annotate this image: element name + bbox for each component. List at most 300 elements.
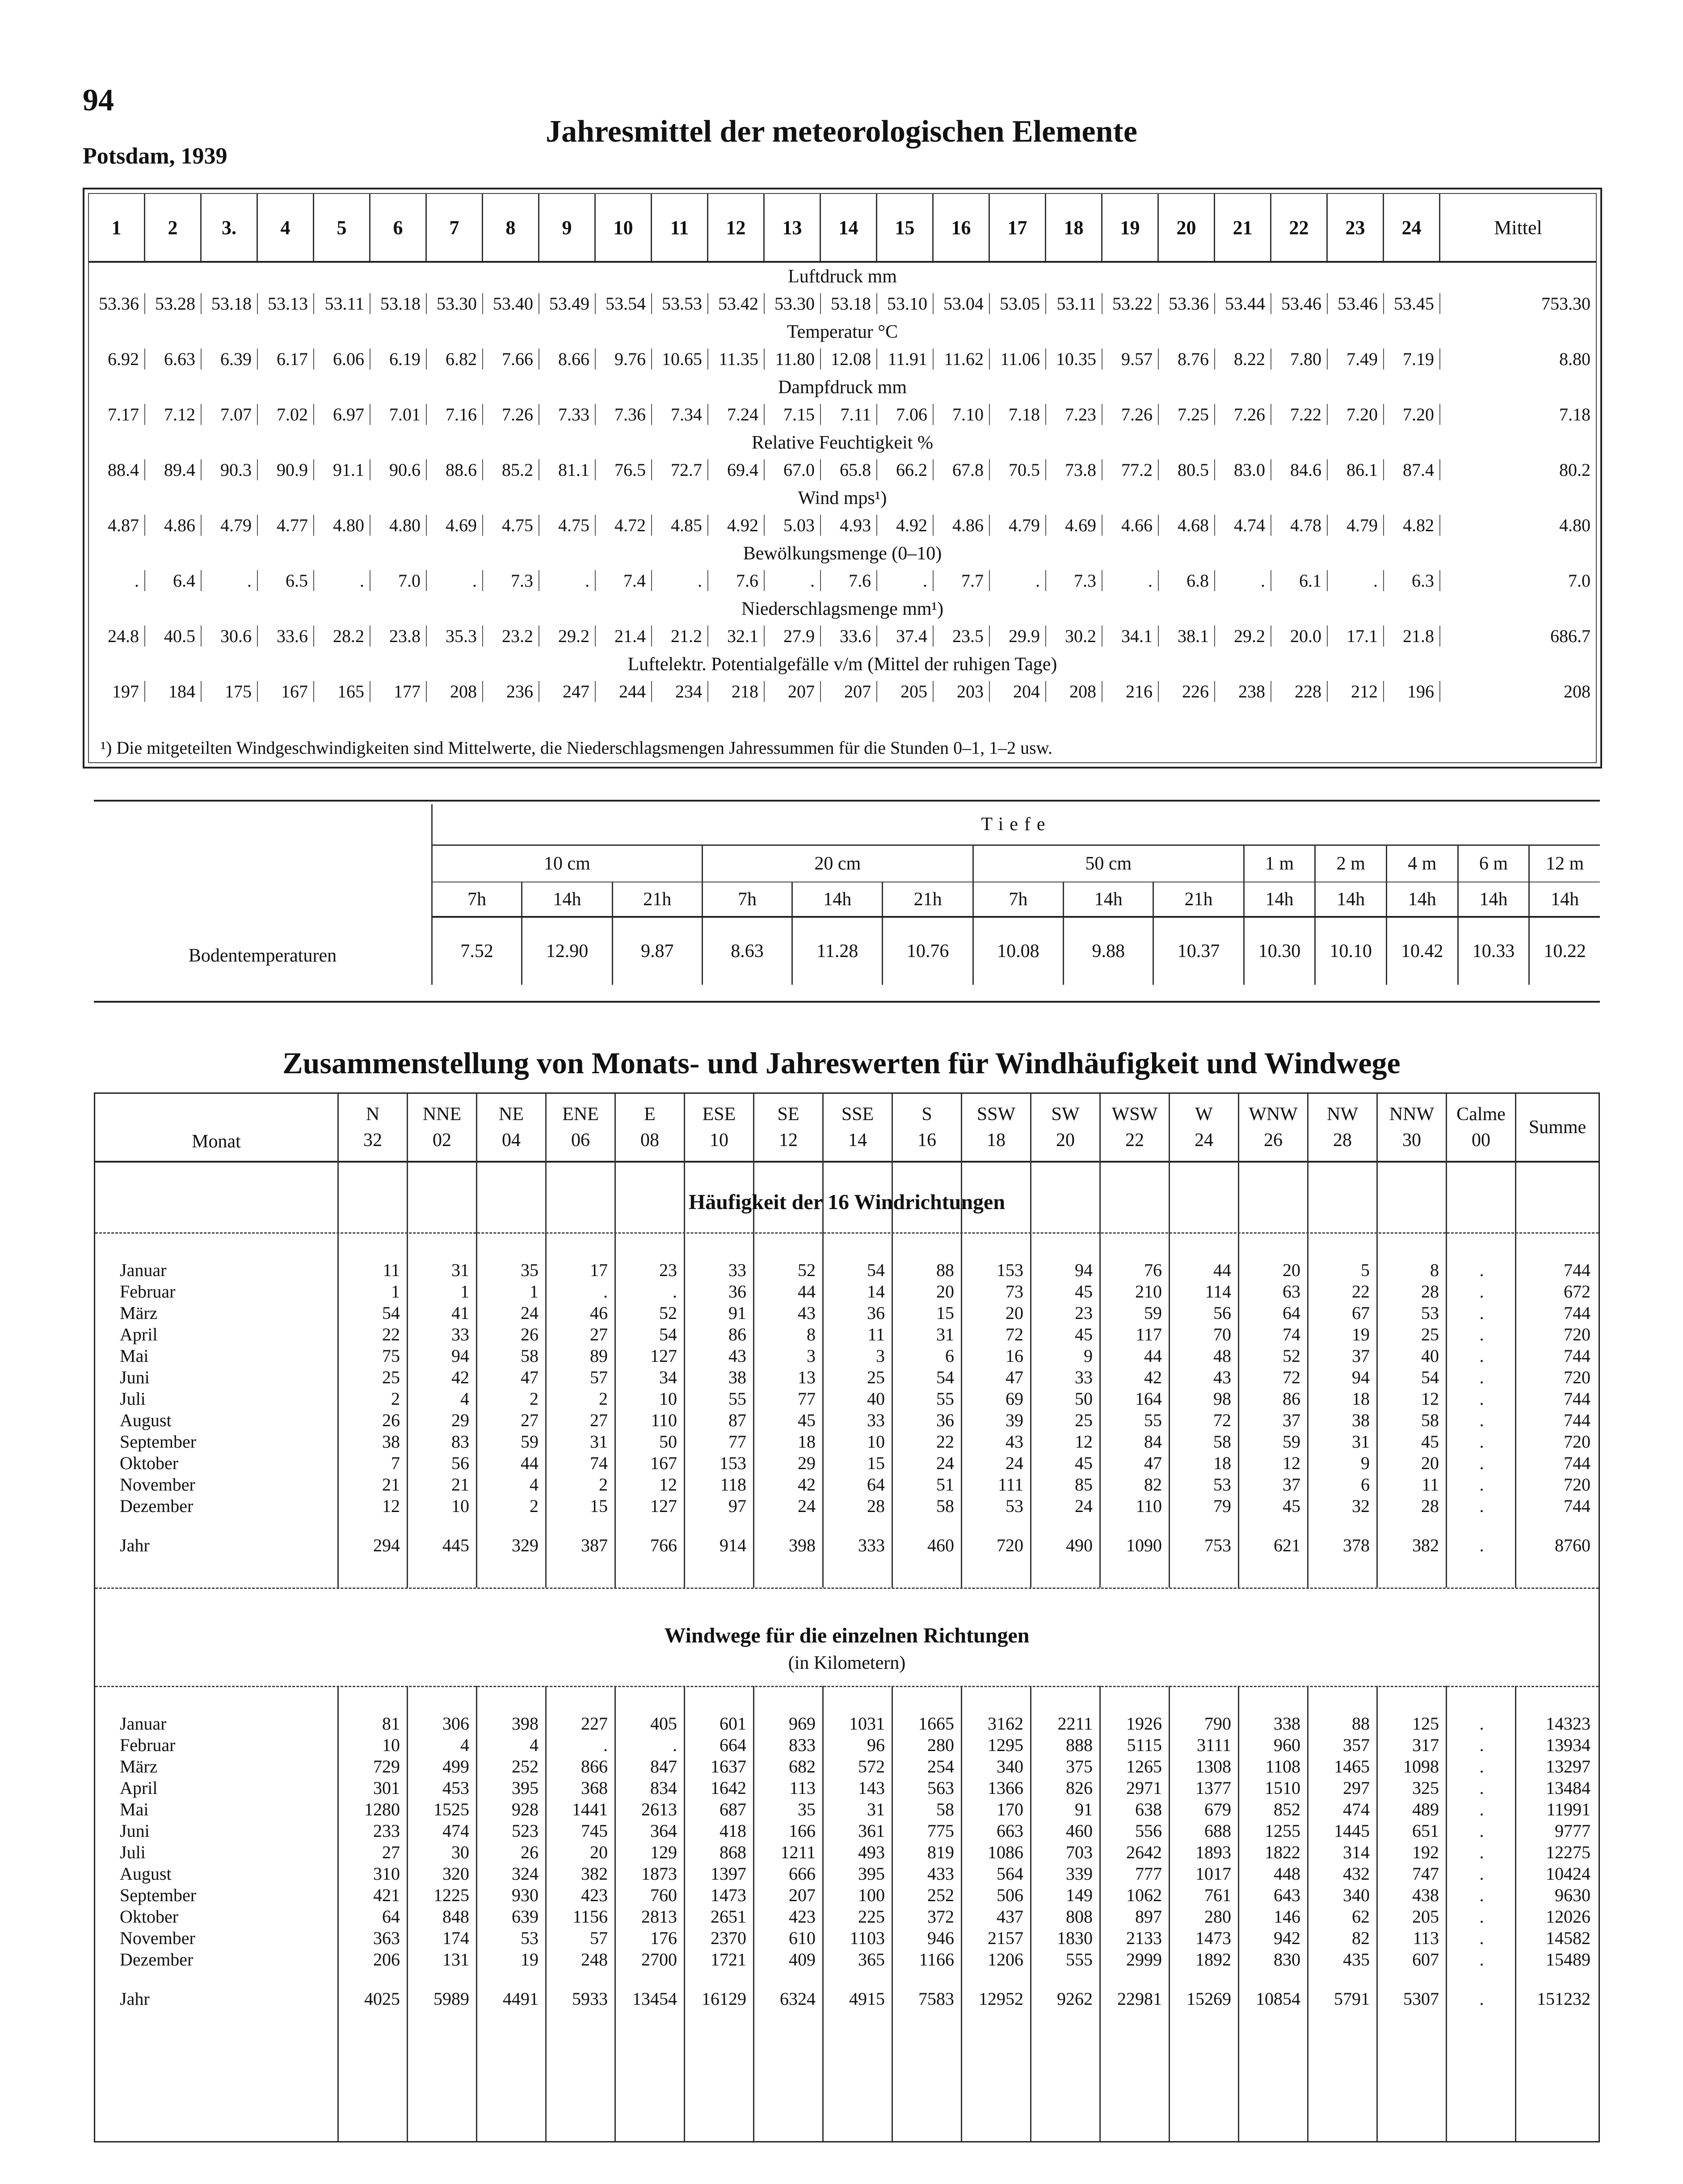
hour-value: . (202, 570, 258, 591)
depth-label: 20 cm (702, 845, 973, 882)
cell-value: 15269 (1187, 1988, 1231, 2009)
hour-value: 4.77 (258, 515, 314, 536)
cell-value: 77 (728, 1431, 746, 1452)
cell-value: 1206 (988, 1949, 1023, 1970)
cell-value: 69 (1006, 1388, 1023, 1409)
soil-value: 11.28 (792, 917, 883, 985)
cell-value: 329 (512, 1535, 539, 1555)
hour-value: 7.66 (483, 349, 539, 370)
wind-header-row (95, 1094, 1599, 1163)
hour-value: 80.5 (1159, 459, 1215, 480)
row-sum: 8760 (1555, 1535, 1590, 1555)
cell-value: 50 (659, 1431, 677, 1452)
element-values (89, 622, 1596, 650)
hour-value: 7.07 (202, 404, 258, 425)
cell-value: 252 (512, 1756, 539, 1777)
section-rule (95, 1686, 1599, 1687)
cell-value: . (1479, 1453, 1484, 1473)
cell-value: 252 (927, 1885, 954, 1905)
cell-value: 1893 (1195, 1842, 1231, 1862)
depth-label: 2 m (1315, 845, 1387, 882)
cell-value: 6 (1361, 1474, 1370, 1495)
cell-value: 31 (451, 1260, 469, 1280)
soil-row-label: Bodentemperaturen (188, 945, 337, 966)
direction-header (824, 1094, 893, 1161)
cell-value: 421 (373, 1885, 400, 1905)
hour-value: 4.86 (145, 515, 202, 536)
hour-value: 24.8 (89, 626, 145, 647)
cell-value: 59 (521, 1431, 539, 1452)
hour-value: 4.80 (314, 515, 370, 536)
cell-value: 10 (659, 1388, 677, 1409)
cell-value: 4491 (503, 1988, 539, 2009)
row-sum: 744 (1564, 1302, 1590, 1323)
cell-value: 96 (867, 1735, 885, 1755)
month-label: Juni (120, 1367, 150, 1387)
cell-value: 29 (798, 1453, 816, 1473)
hour-value: 7.25 (1159, 404, 1215, 425)
cell-value: 91 (728, 1302, 746, 1323)
cell-value: 687 (719, 1799, 746, 1819)
cell-value: 294 (373, 1535, 400, 1555)
cell-value: 489 (1412, 1799, 1439, 1819)
cell-value: 2651 (711, 1906, 746, 1927)
cell-value: 45 (1075, 1324, 1093, 1344)
hour-value: 29.9 (990, 626, 1046, 647)
row-sum: 720 (1564, 1474, 1590, 1495)
section-rule (95, 1232, 1599, 1234)
cell-value: 85 (1075, 1474, 1093, 1495)
table-row (95, 1302, 1599, 1323)
cell-value: 59 (1144, 1302, 1162, 1323)
hour-value: 203 (934, 681, 990, 702)
cell-value: 523 (512, 1820, 539, 1841)
cell-value: 59 (1283, 1431, 1300, 1452)
cell-value: 563 (927, 1777, 954, 1798)
direction-code: 04 (502, 1130, 521, 1151)
hour-value: 53.45 (1384, 293, 1440, 314)
page-number: 94 (83, 83, 114, 118)
hour-value: 91.1 (314, 459, 370, 480)
cell-value: 301 (373, 1777, 400, 1798)
direction-code: 10 (710, 1130, 728, 1151)
hour-value: 72.7 (652, 459, 708, 480)
month-label: März (120, 1756, 158, 1777)
cell-value: 280 (927, 1735, 954, 1755)
hour-value: 53.28 (145, 293, 202, 314)
hour-value: 11.62 (934, 349, 990, 370)
hour-header: 17 (990, 194, 1046, 261)
direction-header (339, 1094, 408, 1161)
cell-value: 127 (650, 1495, 677, 1516)
hour-value: . (765, 570, 821, 591)
direction-code: 24 (1195, 1130, 1213, 1151)
hour-value: 216 (1102, 681, 1159, 702)
cell-value: 729 (373, 1756, 400, 1777)
cell-value: 33 (867, 1410, 885, 1430)
hour-header-row (89, 194, 1596, 263)
cell-value: 387 (581, 1535, 608, 1555)
hour-header: 24 (1384, 194, 1440, 261)
cell-value: 31 (1352, 1431, 1370, 1452)
cell-value: 357 (1343, 1735, 1370, 1755)
cell-value: 58 (521, 1345, 539, 1366)
hour-value: 69.4 (708, 459, 765, 480)
cell-value: 32 (1352, 1495, 1370, 1516)
hour-value: 53.36 (89, 293, 145, 314)
month-label: Mai (120, 1345, 149, 1366)
month-label: Juli (120, 1842, 146, 1862)
cell-value: 56 (451, 1453, 469, 1473)
cell-value: 20 (1006, 1302, 1023, 1323)
cell-value: 52 (659, 1302, 677, 1323)
cell-value: 2642 (1126, 1842, 1162, 1862)
cell-value: 10 (451, 1495, 469, 1516)
cell-value: 7 (391, 1453, 400, 1473)
cell-value: 4 (530, 1735, 539, 1755)
element-title: Luftdruck mm (788, 266, 897, 287)
obs-time: 14h (522, 882, 612, 917)
element-block (89, 485, 1596, 539)
hour-value: 7.24 (708, 404, 765, 425)
hour-value: 53.53 (652, 293, 708, 314)
cell-value: 2 (599, 1388, 608, 1409)
cell-value: 2370 (711, 1928, 746, 1948)
cell-value: 38 (1352, 1410, 1370, 1430)
cell-value: 57 (590, 1367, 608, 1387)
cell-value: 23 (1075, 1302, 1093, 1323)
hour-value: 4.69 (427, 515, 483, 536)
hour-value: 4.78 (1271, 515, 1328, 536)
hour-value: 21.4 (596, 626, 652, 647)
row-sum: 744 (1564, 1345, 1590, 1366)
table-row (95, 1734, 1599, 1756)
row-sum: 720 (1564, 1367, 1590, 1387)
hour-value: 7.15 (765, 404, 821, 425)
cell-value: 395 (858, 1863, 885, 1884)
cell-value: 3 (807, 1345, 816, 1366)
cell-value: 87 (728, 1410, 746, 1430)
cell-value: 27 (590, 1410, 608, 1430)
direction-name: E (644, 1104, 656, 1125)
direction-name: NW (1327, 1104, 1358, 1125)
cell-value: 432 (1343, 1863, 1370, 1884)
hour-value: 9.76 (596, 349, 652, 370)
hour-value: 7.49 (1328, 349, 1384, 370)
row-sum: 14323 (1546, 1713, 1590, 1734)
cell-value: 36 (867, 1302, 885, 1323)
sum-header: Summe (1528, 1117, 1586, 1138)
mean-value: 686.7 (1550, 626, 1590, 646)
cell-value: 153 (997, 1260, 1023, 1280)
cell-value: 639 (512, 1906, 539, 1927)
cell-value: 33 (451, 1324, 469, 1344)
mean-value: 753.30 (1541, 293, 1590, 314)
cell-value: 1830 (1057, 1928, 1093, 1948)
hour-value: 7.02 (258, 404, 314, 425)
station-year: Potsdam, 1939 (83, 143, 227, 169)
cell-value: 22 (936, 1431, 954, 1452)
table-row (95, 1259, 1599, 1281)
cell-value: 607 (1412, 1949, 1439, 1970)
hour-value: 6.97 (314, 404, 370, 425)
cell-value: 174 (442, 1928, 469, 1948)
hour-value: 7.26 (1102, 404, 1159, 425)
direction-header (408, 1094, 477, 1161)
cell-value: 395 (512, 1777, 539, 1798)
cell-value: 52 (798, 1260, 816, 1280)
cell-value: 110 (1136, 1495, 1162, 1516)
cell-value: 12 (382, 1495, 400, 1516)
cell-value: 1265 (1126, 1756, 1162, 1777)
table-row (95, 1431, 1599, 1452)
hour-header: 1 (89, 194, 145, 261)
hour-value: 53.44 (1215, 293, 1271, 314)
cell-value: 340 (997, 1756, 1023, 1777)
element-title: Wind mps¹) (798, 488, 887, 508)
cell-value: 45 (1283, 1495, 1300, 1516)
cell-value: 651 (1412, 1820, 1439, 1841)
cell-value: 310 (373, 1863, 400, 1884)
cell-value: 110 (651, 1410, 677, 1430)
element-values (89, 511, 1596, 539)
cell-value: 3111 (1196, 1735, 1231, 1755)
cell-value: 2999 (1126, 1949, 1162, 1970)
cell-value: 25 (867, 1367, 885, 1387)
direction-name: WSW (1111, 1104, 1158, 1125)
month-label: Februar (120, 1735, 176, 1755)
direction-header (1378, 1094, 1447, 1161)
cell-value: 28 (1421, 1495, 1439, 1516)
cell-value: 88 (936, 1260, 954, 1280)
cell-value: 1721 (711, 1949, 746, 1970)
table-row (95, 1323, 1599, 1345)
row-sum: 9630 (1555, 1885, 1590, 1905)
cell-value: . (1479, 1367, 1484, 1387)
cell-value: 205 (1412, 1906, 1439, 1927)
soil-value: 10.22 (1529, 917, 1600, 985)
cell-value: 76 (1144, 1260, 1162, 1280)
direction-code: 00 (1472, 1130, 1490, 1151)
obs-time: 14h (792, 882, 883, 917)
cell-value: 364 (650, 1820, 677, 1841)
hour-value: 11.06 (990, 349, 1046, 370)
table-row (95, 1713, 1599, 1734)
cell-value: 25 (1075, 1410, 1093, 1430)
hour-value: 84.6 (1271, 459, 1328, 480)
cell-value: 1465 (1334, 1756, 1370, 1777)
cell-value: 382 (1412, 1535, 1439, 1555)
cell-value: 6324 (780, 1988, 816, 2009)
month-label: April (120, 1324, 158, 1344)
cell-value: 54 (867, 1260, 885, 1280)
element-values (89, 677, 1596, 705)
hour-value: 32.1 (708, 626, 765, 647)
cell-value: 10 (382, 1735, 400, 1755)
hour-value: 4.69 (1046, 515, 1102, 536)
hour-value: 11.80 (765, 349, 821, 370)
depth-header: Tiefe (432, 804, 1600, 845)
cell-value: 166 (789, 1820, 816, 1841)
hour-value: 207 (765, 681, 821, 702)
cell-value: 10 (867, 1431, 885, 1452)
month-label: August (120, 1410, 172, 1430)
row-sum: 13297 (1546, 1756, 1590, 1777)
month-label: Juli (120, 1388, 146, 1409)
cell-value: 1295 (988, 1735, 1023, 1755)
hour-value: 208 (1046, 681, 1102, 702)
cell-value: 2211 (1057, 1713, 1093, 1734)
hour-value: 83.0 (1215, 459, 1271, 480)
cell-value: . (1479, 1388, 1484, 1409)
cell-value: 48 (1213, 1345, 1231, 1366)
cell-value: 372 (927, 1906, 954, 1927)
cell-value: 44 (1213, 1260, 1231, 1280)
cell-value: 21 (451, 1474, 469, 1495)
hour-value: 197 (89, 681, 145, 702)
hour-value: 6.06 (314, 349, 370, 370)
obs-time: 14h (1386, 882, 1458, 917)
hour-value: 86.1 (1328, 459, 1384, 480)
cell-value: 8 (807, 1324, 816, 1344)
cell-value: 1255 (1265, 1820, 1300, 1841)
direction-name: Calme (1456, 1104, 1506, 1125)
cell-value: 2613 (641, 1799, 677, 1819)
cell-value: 45 (1421, 1431, 1439, 1452)
hour-value: 7.22 (1271, 404, 1328, 425)
cell-value: 52 (1283, 1345, 1300, 1366)
cell-value: 17 (590, 1260, 608, 1280)
cell-value: 5791 (1334, 1988, 1370, 2009)
cell-value: 868 (719, 1842, 746, 1862)
hour-value: . (1215, 570, 1271, 591)
cell-value: 45 (798, 1410, 816, 1430)
cell-value: 41 (451, 1302, 469, 1323)
element-values (89, 345, 1596, 373)
cell-value: 67 (1352, 1302, 1370, 1323)
cell-value: 125 (1412, 1713, 1439, 1734)
element-block (89, 430, 1596, 483)
cell-value: 942 (1274, 1928, 1300, 1948)
obs-time: 14h (1315, 882, 1387, 917)
cell-value: 745 (581, 1820, 608, 1841)
cell-value: 666 (789, 1863, 816, 1884)
cell-value: 56 (1213, 1302, 1231, 1323)
cell-value: 4 (460, 1388, 469, 1409)
cell-value: 365 (858, 1949, 885, 1970)
cell-value: . (1479, 1777, 1484, 1798)
cell-value: 97 (728, 1495, 746, 1516)
direction-name: NNW (1389, 1104, 1435, 1125)
cell-value: 176 (650, 1928, 677, 1948)
cell-value: 36 (936, 1410, 954, 1430)
element-title: Luftelektr. Potentialgefälle v/m (Mittel der ruhigen Tage) (627, 654, 1057, 675)
cell-value: 44 (798, 1281, 816, 1302)
hour-value: 7.11 (821, 404, 877, 425)
cell-value: 12 (1075, 1431, 1093, 1452)
cell-value: 960 (1274, 1735, 1300, 1755)
cell-value: 22 (382, 1324, 400, 1344)
cell-value: 12 (659, 1474, 677, 1495)
cell-value: 42 (451, 1367, 469, 1387)
depth-label: 6 m (1458, 845, 1529, 882)
cell-value: 460 (1066, 1820, 1093, 1841)
cell-value: 22981 (1117, 1988, 1162, 2009)
cell-value: 53 (521, 1928, 539, 1948)
hour-value: . (1328, 570, 1384, 591)
cell-value: 47 (1144, 1453, 1162, 1473)
cell-value: 766 (650, 1535, 677, 1555)
table-row (95, 1863, 1599, 1884)
hour-value: 7.7 (934, 570, 990, 591)
cell-value: 1225 (433, 1885, 469, 1905)
cell-value: 18 (1352, 1388, 1370, 1409)
element-values (89, 567, 1596, 594)
hour-value: 28.2 (314, 626, 370, 647)
direction-code: 18 (987, 1130, 1006, 1151)
hour-value: 7.33 (539, 404, 596, 425)
hour-value: 4.82 (1384, 515, 1440, 536)
cell-value: 438 (1412, 1885, 1439, 1905)
month-label: Februar (120, 1281, 176, 1302)
cell-value: 64 (1283, 1302, 1300, 1323)
hour-value: 8.22 (1215, 349, 1271, 370)
depth-label: 1 m (1244, 845, 1315, 882)
hour-value: 76.5 (596, 459, 652, 480)
hour-value: 218 (708, 681, 765, 702)
hour-value: 7.20 (1384, 404, 1440, 425)
cell-value: 24 (1075, 1495, 1093, 1516)
cell-value: 777 (1135, 1863, 1162, 1884)
cell-value: 210 (1135, 1281, 1162, 1302)
cell-value: 38 (382, 1431, 400, 1452)
cell-value: 54 (1421, 1367, 1439, 1387)
hour-value: 184 (145, 681, 202, 702)
cell-value: 37 (1283, 1474, 1300, 1495)
cell-value: 35 (798, 1799, 816, 1819)
cell-value: 338 (1274, 1713, 1300, 1734)
cell-value: 753 (1204, 1535, 1231, 1555)
hour-value: 244 (596, 681, 652, 702)
cell-value: 24 (798, 1495, 816, 1516)
cell-value: 75 (382, 1345, 400, 1366)
hour-value: 208 (427, 681, 483, 702)
cell-value: 58 (1421, 1410, 1439, 1430)
cell-value: 83 (451, 1431, 469, 1452)
cell-value: 4 (460, 1735, 469, 1755)
month-label: Dezember (120, 1495, 194, 1516)
cell-value: 57 (590, 1928, 608, 1948)
cell-value: 4915 (849, 1988, 885, 2009)
obs-time: 21h (612, 882, 702, 917)
hour-value: 4.79 (1328, 515, 1384, 536)
hour-header: 13 (765, 194, 821, 261)
hour-value: 37.4 (877, 626, 934, 647)
cell-value: 556 (1135, 1820, 1162, 1841)
cell-value: 153 (719, 1453, 746, 1473)
cell-value: 12 (1283, 1453, 1300, 1473)
cell-value: 20 (936, 1281, 954, 1302)
month-label: September (120, 1885, 197, 1905)
cell-value: 1377 (1195, 1777, 1231, 1798)
hour-header: 14 (821, 194, 877, 261)
cell-value: 1108 (1265, 1756, 1300, 1777)
cell-value: 405 (650, 1713, 677, 1734)
cell-value: 43 (728, 1345, 746, 1366)
direction-code: 20 (1056, 1130, 1075, 1151)
cell-value: 361 (858, 1820, 885, 1841)
cell-value: 760 (650, 1885, 677, 1905)
